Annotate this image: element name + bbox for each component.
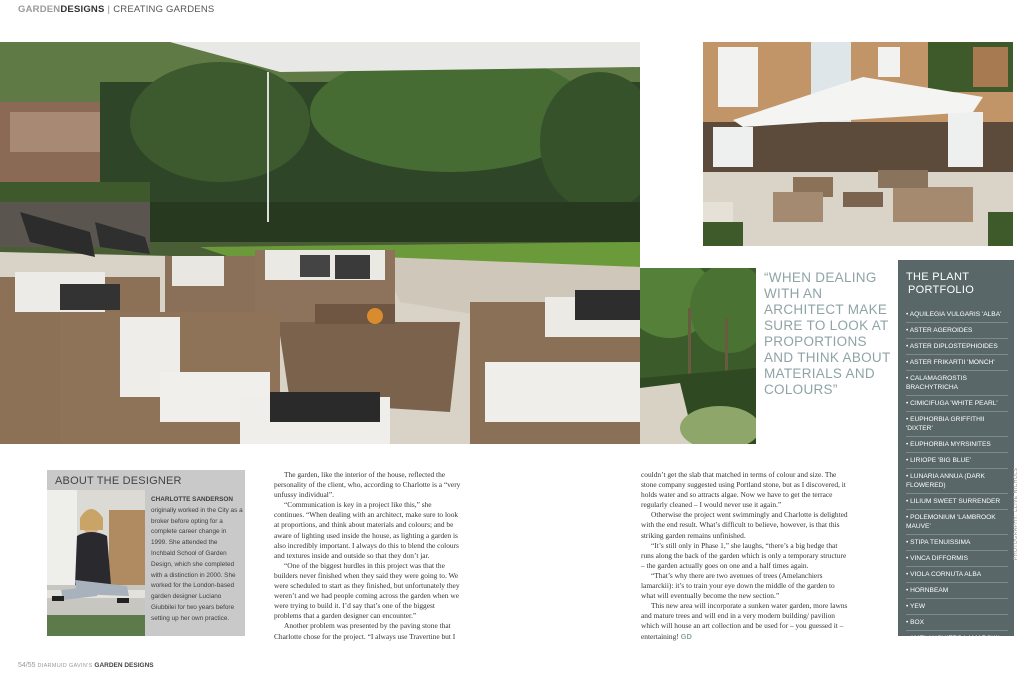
plant-item: • EUPHORBIA GRIFFITHII 'DIXTER' [906, 412, 1008, 437]
paragraph: This new area will incorporate a sunken water garden, more lawns and mature trees and will end in a very modern building/ pavilion which will house an art collection and be used for – you guessed it – entertaining! GD [641, 601, 848, 641]
plant-item: • VINCA DIFFORMIS [906, 551, 1008, 567]
plant-item: • ASTER AGEROIDES [906, 323, 1008, 339]
paragraph: Otherwise the project went swimmingly and Charlotte is delighted with the end result. What’s difficult to believe, however, is that this striking garden remains unfinished. [641, 510, 848, 540]
plant-item: • CIMICIFUGA 'WHITE PEARL' [906, 396, 1008, 412]
plant-item: • AMELANCHIERS LAMARCKII [906, 635, 1000, 642]
pull-quote: “WHEN DEALING WITH AN ARCHITECT MAKE SURE TO LOOK AT PROPORTIONS AND THINK ABOUT MATERIALS AND COLOURS” [764, 270, 891, 397]
paragraph: Another problem was presented by the paving stone that Charlotte chose for the project. “I always use Travertine but I [274, 621, 456, 641]
plant-item: • HORNBEAM [906, 583, 1008, 599]
page-numbers: 54/55 [18, 662, 36, 669]
brand-bold: DESIGNS [60, 4, 105, 15]
about-designer-box [47, 470, 245, 636]
designer-bio-text: originally worked in the City as a broker before opting for a complete career change in 1999. She attended the Inchbald School of Garden Design, which she completed with a distinction in 2000. She worked for the London-based garden designer Luciano Giubbilei for two years before setting up her own practice. [151, 506, 243, 622]
paragraph: The garden, like the interior of the house, reflected the personality of the client, who, according to Charlotte is a “very unfussy individual”. [274, 470, 461, 500]
plant-portfolio-title: THE PLANT PORTFOLIO [906, 271, 975, 296]
designer-name: CHARLOTTE SANDERSON [151, 496, 234, 503]
plant-item: • ASTER DIPLOSTEPHIOIDES [906, 339, 1008, 355]
plant-portfolio-panel [898, 260, 1014, 642]
paragraph: “It’s still only in Phase 1,” she laughs, “there’s a big hedge that runs along the back of the garden which is only a temporary structure – the garden actually goes on one and a half times again. [641, 540, 847, 570]
running-header [18, 4, 214, 15]
plant-item: • YEW [906, 599, 1008, 615]
plant-item: • LILIUM SWEET SURRENDER [906, 494, 1008, 510]
plant-item: • ASTER FRIKARTII 'MONCH' [906, 355, 1008, 371]
house-terrace-photo [703, 42, 1013, 246]
tree-avenue-photo [640, 268, 756, 444]
designer-portrait [47, 490, 145, 636]
header-separator: | [107, 4, 111, 15]
plant-item: • AQUILEGIA VULGARIS 'ALBA' [906, 307, 1008, 323]
page-folio [18, 662, 154, 669]
paragraph: “One of the biggest hurdles in this project was that the builders never finished when they said they were going to. We were scheduled to start as they finished, but unfortunately they weren’t and we had people coming across the garden when we were trying to build it. I’d say that’s one of the biggest problems that a garden designer can encounter.” [274, 560, 460, 621]
article-column-2 [641, 470, 849, 642]
designer-bio [151, 495, 243, 625]
plant-item: • STIPA TENUISSIMA [906, 535, 1008, 551]
paragraph: “Communication is key in a project like this,” she continues. “When dealing with an architect, make sure to look at proportions, and think about materials and colours; and be aware of lighting used inside the house, as lighting a garden is also incredibly important. I always do this to blend the colours and textures inside and outside so that they don’t jar. [274, 500, 459, 560]
plant-item: • EUPHORBIA MYRSINITES [906, 437, 1008, 453]
photo-credit: PHOTOGRAPHY: CLIVE NICHOLS [1013, 467, 1019, 560]
end-mark: GD [680, 631, 692, 641]
plant-item: • POLEMONIUM 'LAMBROOK MAUVE' [906, 510, 1008, 535]
magazine-name: DIARMUID GAVIN'S [37, 663, 93, 669]
article-column-1 [274, 470, 462, 642]
plant-item: • BOX [906, 615, 1008, 631]
plant-item: • LUNARIA ANNUA (DARK FLOWERED) [906, 469, 1008, 494]
section-title: CREATING GARDENS [113, 4, 215, 15]
plant-item: • CALAMAGROSTIS BRACHYTRICHA [906, 371, 1008, 396]
brand-light: GARDEN [18, 4, 61, 15]
plant-item: • LIRIOPE 'BIG BLUE' [906, 453, 1008, 469]
main-garden-photo [0, 42, 640, 444]
plant-list [898, 307, 1014, 646]
paragraph: “That’s why there are two avenues of trees (Amelanchiers lamarckii): it’s to train your eye down the middle of the garden to what will eventually become the new section.” [641, 570, 835, 601]
about-title: ABOUT THE DESIGNER [55, 475, 182, 487]
plant-item: • VIOLA CORNUTA ALBA [906, 567, 1008, 583]
folio-section: GARDEN DESIGNS [94, 662, 154, 669]
paragraph: couldn’t get the slab that matched in terms of colour and size. The stone company suggested using Portland stone, but as I discovered, it holds water and so attracts algae. Now we have to get the terrace regularly cleaned – I would never use it again.” [641, 470, 846, 510]
